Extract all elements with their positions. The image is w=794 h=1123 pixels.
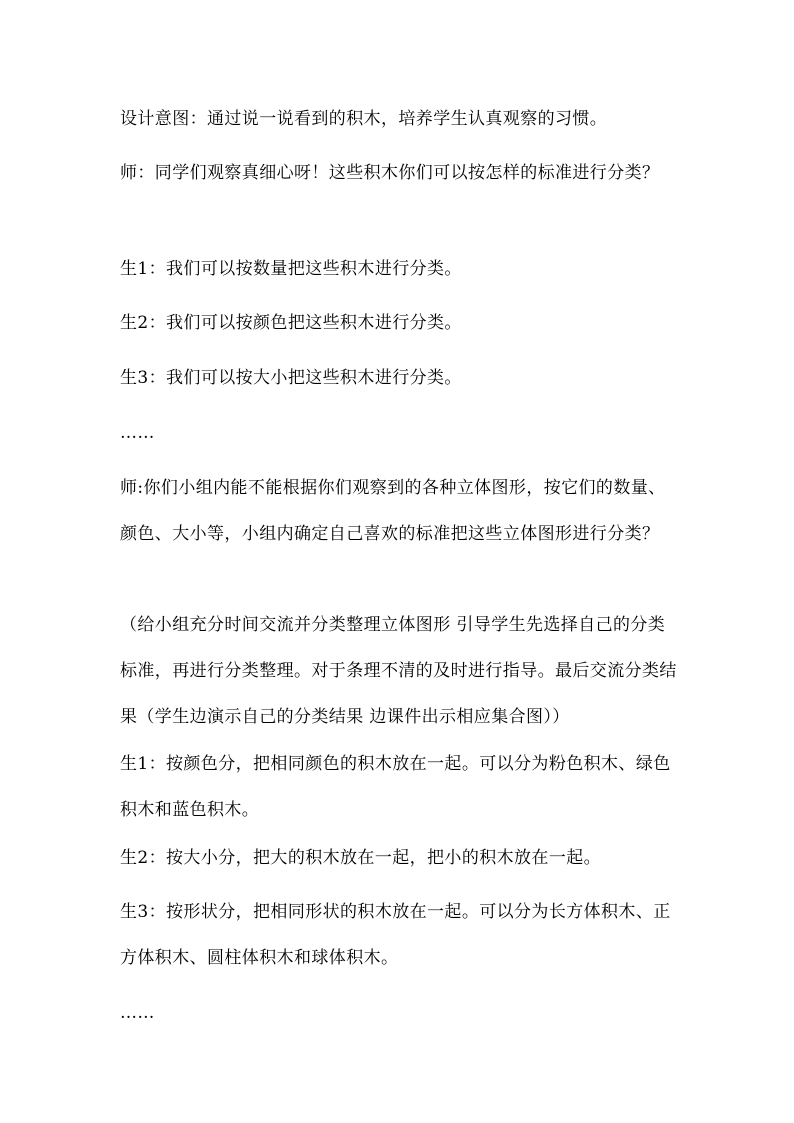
ellipsis-paragraph: …… bbox=[120, 423, 155, 443]
ellipsis-paragraph-end: …… bbox=[120, 1003, 155, 1023]
student-2-size-paragraph: 生2：按大小分，把大的积木放在一起，把小的积木放在一起。 bbox=[120, 848, 602, 868]
student-3-answer-paragraph: 生3：我们可以按大小把这些积木进行分类。 bbox=[120, 368, 462, 388]
teacher-instruction-paragraph: 师:你们小组内能不能根据你们观察到的各种立体图形，按它们的数量、颜色、大小等，小组内确定自己喜欢的标准把这些立体图形进行分类？ bbox=[120, 478, 666, 544]
student-3-shape-paragraph: 生3：按形状分，把相同形状的积木放在一起。可以分为长方体积木、正方体积木、圆柱体积木和球体积木。 bbox=[120, 902, 671, 968]
design-intent-paragraph: 设计意图：通过说一说看到的积木，培养学生认真观察的习惯。 bbox=[120, 109, 608, 129]
student-1-color-paragraph: 生1：按颜色分，把相同颜色的积木放在一起。可以分为粉色积木、绿色积木和蓝色积木。 bbox=[120, 754, 671, 820]
student-1-answer-paragraph: 生1：我们可以按数量把这些积木进行分类。 bbox=[120, 259, 462, 279]
student-2-answer-paragraph: 生2：我们可以按颜色把这些积木进行分类。 bbox=[120, 313, 462, 333]
activity-note-paragraph: （给小组充分时间交流并分类整理立体图形 引导学生先选择自己的分类标准，再进行分类整理。对于条理不清的及时进行指导。最后交流分类结果（学生边演示自己的分类结果 边课件出示相应集合图）） bbox=[120, 615, 677, 727]
teacher-question-paragraph: 师：同学们观察真细心呀！这些积木你们可以按怎样的标准进行分类？ bbox=[120, 163, 660, 183]
